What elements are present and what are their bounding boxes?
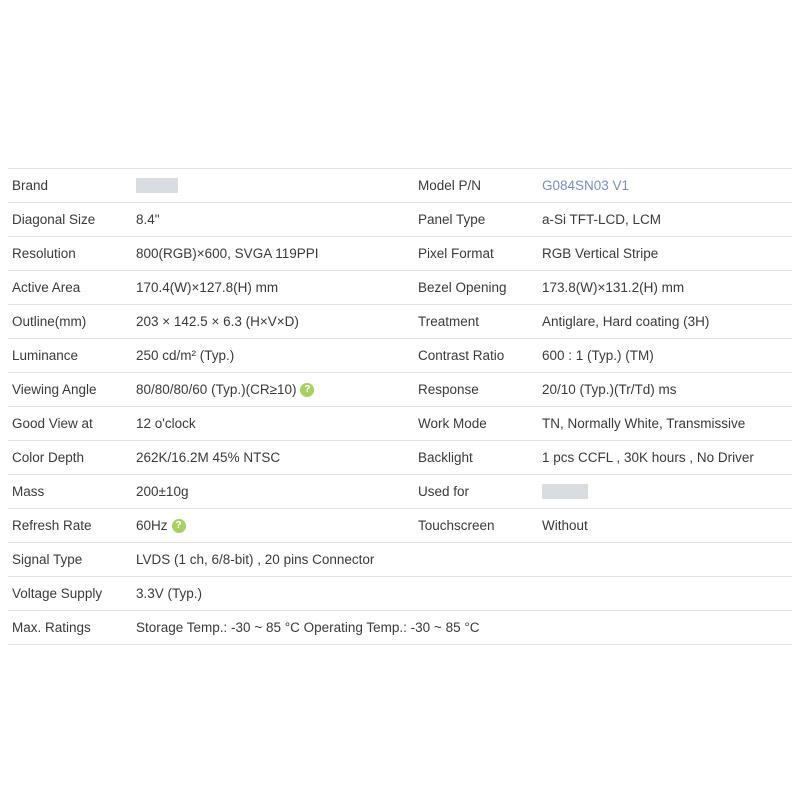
table-row: [8, 441, 792, 475]
model-pn-link[interactable]: G084SN03 V1: [542, 178, 630, 193]
row-label-pixel-format: Pixel Format: [414, 237, 538, 271]
row-value-active-area: 170.4(W)×127.8(H) mm: [132, 271, 414, 305]
row-label-treatment: Treatment: [414, 305, 538, 339]
table-row: [8, 373, 792, 407]
row-label-diagonal-size: Diagonal Size: [8, 203, 132, 237]
row-value-work-mode: TN, Normally White, Transmissive: [538, 407, 792, 441]
row-label-touchscreen: Touchscreen: [414, 509, 538, 543]
row-label-resolution: Resolution: [8, 237, 132, 271]
row-label-refresh-rate: Refresh Rate: [8, 509, 132, 543]
row-value-treatment: Antiglare, Hard coating (3H): [538, 305, 792, 339]
refresh-rate-text: 60Hz: [136, 517, 168, 533]
row-label-active-area: Active Area: [8, 271, 132, 305]
row-label-panel-type: Panel Type: [414, 203, 538, 237]
row-value-backlight: 1 pcs CCFL , 30K hours , No Driver: [538, 441, 792, 475]
row-label-mass: Mass: [8, 475, 132, 509]
row-value-signal-type: LVDS (1 ch, 6/8-bit) , 20 pins Connector: [132, 543, 792, 577]
row-label-brand: Brand: [8, 169, 132, 203]
redacted-block: [136, 178, 178, 193]
row-value-panel-type: a-Si TFT-LCD, LCM: [538, 203, 792, 237]
row-label-voltage-supply: Voltage Supply: [8, 577, 132, 611]
row-label-luminance: Luminance: [8, 339, 132, 373]
row-value-response: 20/10 (Typ.)(Tr/Td) ms: [538, 373, 792, 407]
table-row: [8, 339, 792, 373]
table-row: [8, 577, 792, 611]
table-row: [8, 509, 792, 543]
row-value-voltage-supply: 3.3V (Typ.): [132, 577, 792, 611]
row-label-good-view-at: Good View at: [8, 407, 132, 441]
row-value-good-view-at: 12 o'clock: [132, 407, 414, 441]
row-label-color-depth: Color Depth: [8, 441, 132, 475]
table-row: [8, 271, 792, 305]
row-value-contrast-ratio: 600 : 1 (Typ.) (TM): [538, 339, 792, 373]
table-row: [8, 407, 792, 441]
table-row: [8, 611, 792, 645]
row-label-bezel-opening: Bezel Opening: [414, 271, 538, 305]
table-row: [8, 475, 792, 509]
spec-sheet: [8, 168, 792, 645]
row-value-mass: 200±10g: [132, 475, 414, 509]
table-row: [8, 237, 792, 271]
row-value-pixel-format: RGB Vertical Stripe: [538, 237, 792, 271]
row-value-diagonal-size: 8.4": [132, 203, 414, 237]
row-label-used-for: Used for: [414, 475, 538, 509]
row-label-signal-type: Signal Type: [8, 543, 132, 577]
row-value-viewing-angle: [132, 373, 414, 407]
row-label-outline: Outline(mm): [8, 305, 132, 339]
table-row: [8, 203, 792, 237]
row-value-outline: 203 × 142.5 × 6.3 (H×V×D): [132, 305, 414, 339]
row-label-viewing-angle: Viewing Angle: [8, 373, 132, 407]
table-row: [8, 543, 792, 577]
row-value-luminance: 250 cd/m² (Typ.): [132, 339, 414, 373]
row-label-response: Response: [414, 373, 538, 407]
row-value-brand: [132, 169, 414, 203]
row-label-work-mode: Work Mode: [414, 407, 538, 441]
row-label-backlight: Backlight: [414, 441, 538, 475]
help-icon[interactable]: ?: [172, 519, 186, 533]
row-label-contrast-ratio: Contrast Ratio: [414, 339, 538, 373]
row-value-max-ratings: Storage Temp.: -30 ~ 85 °C Operating Temp.: -30 ~ 85 °C: [132, 611, 792, 645]
table-row: [8, 169, 792, 203]
row-label-model-pn: Model P/N: [414, 169, 538, 203]
row-value-bezel-opening: 173.8(W)×131.2(H) mm: [538, 271, 792, 305]
redacted-block: [542, 484, 588, 499]
row-label-max-ratings: Max. Ratings: [8, 611, 132, 645]
row-value-model-pn: [538, 169, 792, 203]
help-icon[interactable]: ?: [300, 383, 314, 397]
row-value-resolution: 800(RGB)×600, SVGA 119PPI: [132, 237, 414, 271]
spec-table: [8, 168, 792, 645]
row-value-color-depth: 262K/16.2M 45% NTSC: [132, 441, 414, 475]
table-row: [8, 305, 792, 339]
viewing-angle-text: 80/80/80/60 (Typ.)(CR≥10): [136, 381, 297, 397]
row-value-used-for: [538, 475, 792, 509]
row-value-refresh-rate: [132, 509, 414, 543]
row-value-touchscreen: Without: [538, 509, 792, 543]
